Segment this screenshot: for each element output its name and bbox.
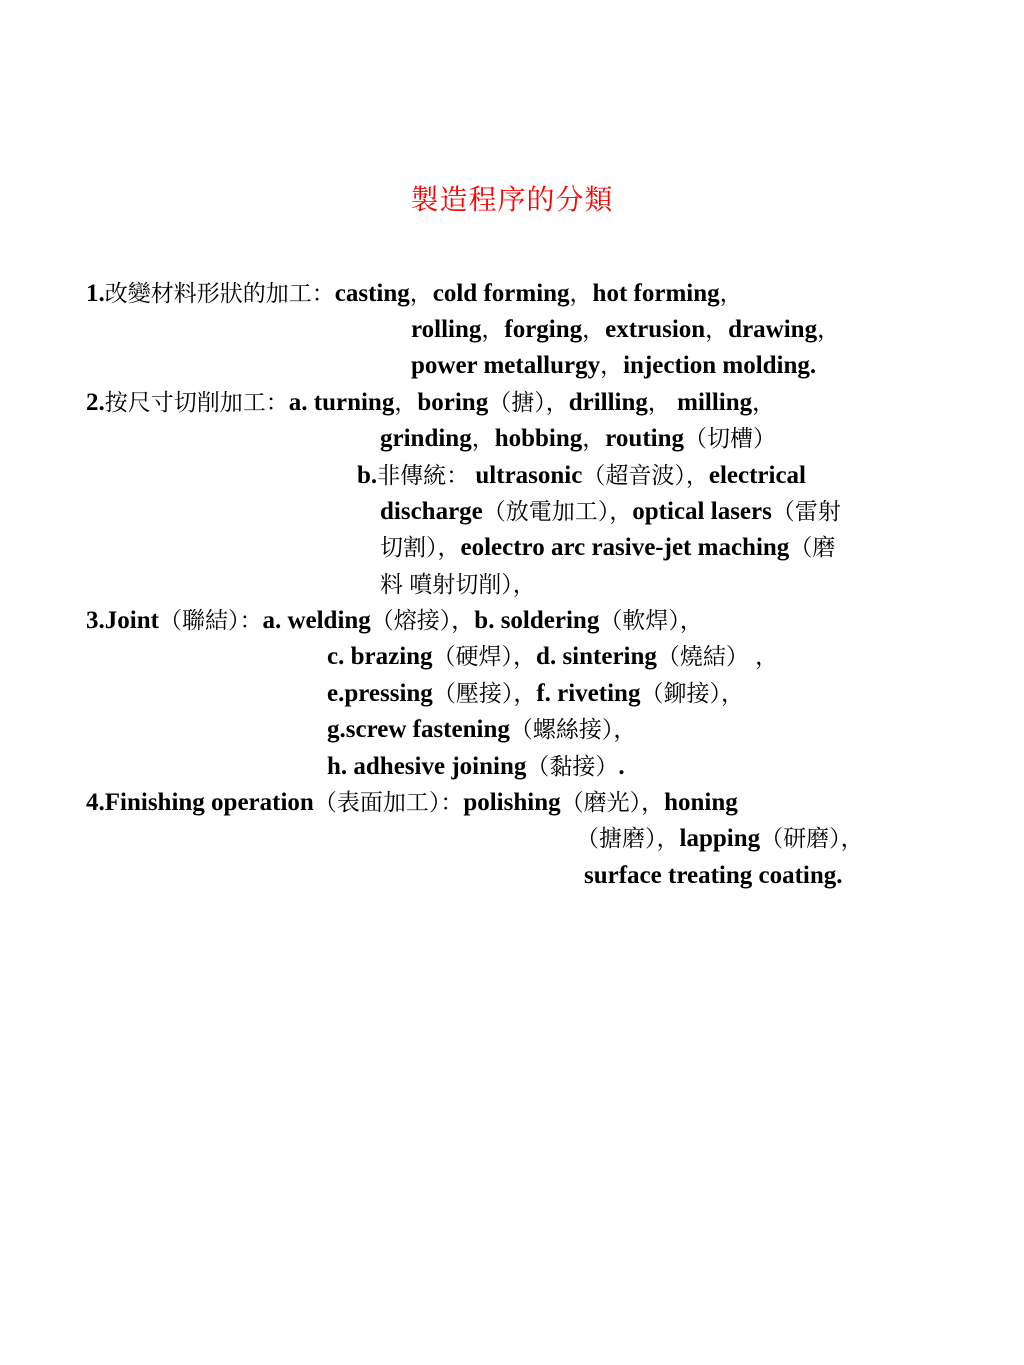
section-1-line-1: 1.改變材料形狀的加工：casting，cold forming，hot forming，	[86, 280, 743, 307]
section-2-line-5: 切割），eolectro arc rasive-jet maching（磨	[380, 534, 836, 561]
section-4-line-1: 4.Finishing operation（表面加工）：polishing（磨光），honing	[86, 789, 738, 816]
section-2-line-6: 料 噴射切削），	[380, 572, 536, 598]
section-2-line-2: grinding，hobbing，routing（切槽）	[380, 425, 776, 452]
section-3-line-4: g.screw fastening（螺絲接），	[327, 716, 637, 743]
page-title: 製造程序的分類	[410, 183, 614, 216]
section-2-line-4: discharge（放電加工），optical lasers（雷射	[380, 498, 841, 525]
section-2-line-3: b.非傳統： ultrasonic（超音波），electrical	[357, 462, 807, 489]
section-4-line-3: surface treating coating.	[584, 862, 843, 889]
section-2-line-1: 2.按尺寸切削加工：a. turning，boring（搪），drilling， milling，	[86, 389, 776, 416]
section-3-line-5: h. adhesive joining（黏接）.	[327, 753, 625, 780]
section-3-line-3: e.pressing（壓接），f. riveting（鉚接），	[327, 680, 744, 707]
section-3-line-1: 3.Joint（聯結）：a. welding（熔接），b. soldering（軟焊），	[86, 607, 703, 634]
section-3-line-2: c. brazing（硬焊），d. sintering（燒結） ，	[327, 643, 779, 670]
section-1-line-2: rolling，forging，extrusion，drawing，	[411, 316, 841, 343]
section-4-line-2: （搪磨），lapping（研磨），	[576, 825, 864, 852]
section-1-line-3: power metallurgy，injection molding.	[411, 352, 817, 379]
